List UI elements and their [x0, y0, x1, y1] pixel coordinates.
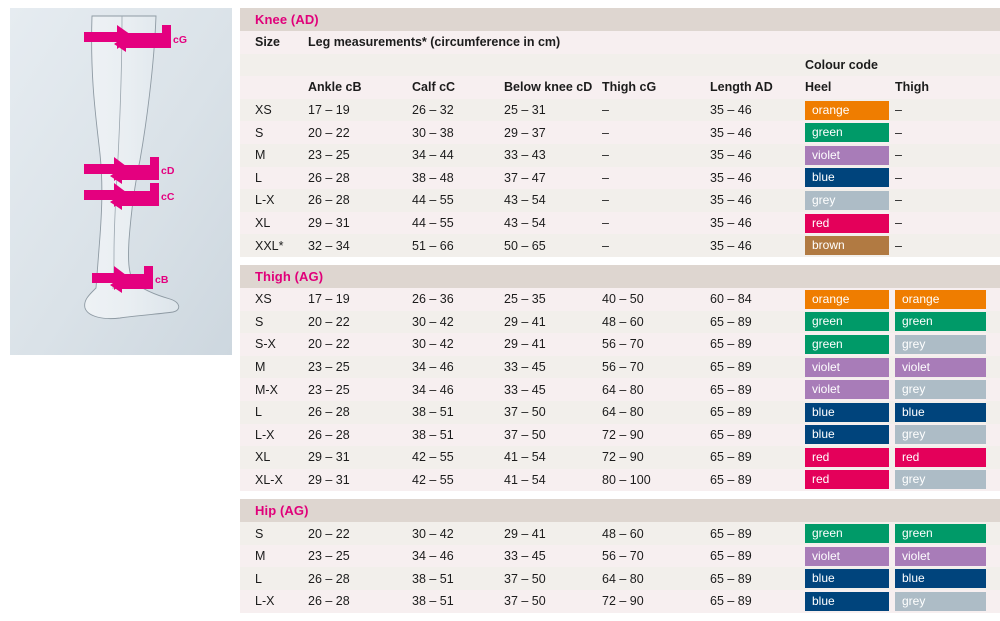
colour-swatch-violet: violet	[895, 547, 986, 566]
cell-thigh-colour	[895, 358, 990, 377]
colour-swatch-grey: grey	[895, 380, 986, 399]
cell-ankle: 26 – 28	[308, 571, 350, 586]
colour-swatch-violet: violet	[895, 358, 986, 377]
cell-size: XS	[255, 292, 272, 307]
cell-heel-colour	[805, 592, 895, 611]
table-row	[240, 545, 1000, 568]
colour-swatch-grey: grey	[895, 335, 986, 354]
table-row	[240, 99, 1000, 122]
cell-thigh-cg: 72 – 90	[602, 427, 644, 442]
cell-ankle: 32 – 34	[308, 238, 350, 253]
cell-thigh-cg: 64 – 80	[602, 405, 644, 420]
cell-size: L	[255, 405, 262, 420]
section-spacer	[240, 491, 1000, 499]
colour-swatch-grey: grey	[895, 470, 986, 489]
cell-ankle: 26 – 28	[308, 170, 350, 185]
table-row	[240, 446, 1000, 469]
cell-size: S	[255, 314, 264, 329]
cell-heel-colour	[805, 123, 895, 142]
colour-swatch-violet: violet	[805, 146, 889, 165]
cell-below-knee: 41 – 54	[504, 450, 546, 465]
cell-below-knee: 29 – 41	[504, 314, 546, 329]
cell-length: 65 – 89	[710, 427, 752, 442]
cell-length: 65 – 89	[710, 405, 752, 420]
colour-swatch-grey: grey	[895, 425, 986, 444]
cell-heel-colour	[805, 403, 895, 422]
cell-size: S	[255, 125, 264, 140]
cell-heel-colour	[805, 191, 895, 210]
cell-length: 65 – 89	[710, 337, 752, 352]
colour-swatch-green: green	[805, 123, 889, 142]
cell-size: L-X	[255, 594, 275, 609]
cell-calf: 38 – 48	[412, 170, 454, 185]
cell-thigh-cg: –	[602, 193, 609, 208]
cell-heel-colour	[805, 214, 895, 233]
cell-ankle: 29 – 31	[308, 216, 350, 231]
cell-calf: 30 – 42	[412, 526, 454, 541]
colour-swatch-red: red	[805, 470, 889, 489]
cell-ankle: 20 – 22	[308, 125, 350, 140]
cell-length: 65 – 89	[710, 382, 752, 397]
table-header-columns-row	[240, 76, 1000, 99]
cell-heel-colour	[805, 524, 895, 543]
section-spacer	[240, 257, 1000, 265]
cell-below-knee: 33 – 45	[504, 549, 546, 564]
cell-thigh-cg: –	[602, 103, 609, 118]
cell-ankle: 23 – 25	[308, 549, 350, 564]
cell-thigh-cg: 48 – 60	[602, 314, 644, 329]
cell-thigh-cg: –	[602, 148, 609, 163]
cell-below-knee: 29 – 41	[504, 526, 546, 541]
cell-thigh-colour	[895, 425, 990, 444]
colour-swatch-orange: orange	[805, 290, 889, 309]
label-cc: cC	[161, 191, 175, 203]
cell-thigh-colour	[895, 290, 990, 309]
cell-size: M	[255, 360, 266, 375]
cell-thigh-colour: –	[895, 216, 902, 231]
cell-calf: 38 – 51	[412, 571, 454, 586]
cell-length: 60 – 84	[710, 292, 752, 307]
cell-size: L-X	[255, 427, 275, 442]
cell-below-knee: 33 – 43	[504, 148, 546, 163]
colour-swatch-green: green	[805, 312, 889, 331]
colour-swatch-orange: orange	[805, 101, 889, 120]
cell-calf: 38 – 51	[412, 427, 454, 442]
cell-thigh-cg: 56 – 70	[602, 360, 644, 375]
cell-thigh-colour	[895, 380, 990, 399]
cell-size: S-X	[255, 337, 276, 352]
table-header-group-row	[240, 31, 1000, 54]
cell-heel-colour	[805, 101, 895, 120]
table-row	[240, 378, 1000, 401]
cell-thigh-cg: 64 – 80	[602, 571, 644, 586]
colour-swatch-violet: violet	[805, 358, 889, 377]
colour-swatch-grey: grey	[895, 592, 986, 611]
cell-thigh-cg: 64 – 80	[602, 382, 644, 397]
cell-below-knee: 43 – 54	[504, 193, 546, 208]
label-cb: cB	[155, 274, 169, 286]
cell-calf: 34 – 44	[412, 148, 454, 163]
cell-below-knee: 33 – 45	[504, 360, 546, 375]
cell-size: M-X	[255, 382, 278, 397]
table-row	[240, 590, 1000, 613]
cell-heel-colour	[805, 290, 895, 309]
cell-thigh-cg: –	[602, 170, 609, 185]
colour-swatch-green: green	[895, 312, 986, 331]
table-row	[240, 522, 1000, 545]
cell-calf: 51 – 66	[412, 238, 454, 253]
cell-size: L-X	[255, 193, 275, 208]
cell-calf: 26 – 36	[412, 292, 454, 307]
cell-length: 35 – 46	[710, 170, 752, 185]
cell-thigh-colour	[895, 569, 990, 588]
column-header-ankle: Ankle cB	[308, 80, 362, 95]
table-row	[240, 288, 1000, 311]
leg-measurement-diagram	[10, 8, 232, 355]
cell-size: L	[255, 170, 262, 185]
cell-heel-colour	[805, 236, 895, 255]
cell-thigh-colour: –	[895, 103, 902, 118]
size-chart-table	[240, 0, 1000, 609]
cell-ankle: 17 – 19	[308, 292, 350, 307]
cell-thigh-cg: 56 – 70	[602, 337, 644, 352]
cell-heel-colour	[805, 380, 895, 399]
cell-below-knee: 43 – 54	[504, 216, 546, 231]
cell-thigh-cg: –	[602, 125, 609, 140]
column-header-thigh: Thigh	[895, 80, 930, 95]
colour-swatch-blue: blue	[805, 425, 889, 444]
table-row	[240, 189, 1000, 212]
cell-ankle: 26 – 28	[308, 193, 350, 208]
cell-size: XL	[255, 450, 271, 465]
cell-length: 65 – 89	[710, 571, 752, 586]
table-row	[240, 167, 1000, 190]
column-group-colour: Colour code	[805, 57, 878, 72]
colour-swatch-violet: violet	[805, 547, 889, 566]
cell-size: S	[255, 526, 264, 541]
colour-swatch-blue: blue	[805, 168, 889, 187]
cell-size: XS	[255, 103, 272, 118]
cell-ankle: 17 – 19	[308, 103, 350, 118]
cell-length: 65 – 89	[710, 314, 752, 329]
cell-size: XL-X	[255, 472, 283, 487]
cell-calf: 30 – 42	[412, 314, 454, 329]
column-header-below-knee: Below knee cD	[504, 80, 593, 95]
cell-below-knee: 25 – 31	[504, 103, 546, 118]
cell-calf: 30 – 38	[412, 125, 454, 140]
cell-calf: 34 – 46	[412, 360, 454, 375]
cell-length: 65 – 89	[710, 360, 752, 375]
cell-size: M	[255, 549, 266, 564]
colour-swatch-green: green	[895, 524, 986, 543]
cell-ankle: 23 – 25	[308, 148, 350, 163]
column-header-thigh-cg: Thigh cG	[602, 80, 657, 95]
cell-below-knee: 37 – 50	[504, 594, 546, 609]
cell-heel-colour	[805, 470, 895, 489]
section-header-thigh-ag	[240, 265, 1000, 288]
cell-ankle: 20 – 22	[308, 314, 350, 329]
table-row	[240, 333, 1000, 356]
label-cg: cG	[173, 34, 188, 46]
cell-length: 35 – 46	[710, 216, 752, 231]
table-bottom-spacer	[240, 613, 1000, 621]
cell-ankle: 26 – 28	[308, 594, 350, 609]
column-header-size: Size	[255, 35, 281, 50]
cell-thigh-colour	[895, 403, 990, 422]
cell-heel-colour	[805, 168, 895, 187]
table-top-spacer	[240, 0, 1000, 8]
column-group-measurements: Leg measurements* (circumference in cm)	[308, 35, 561, 50]
cell-calf: 42 – 55	[412, 450, 454, 465]
cell-ankle: 26 – 28	[308, 427, 350, 442]
cell-thigh-colour	[895, 592, 990, 611]
cell-thigh-colour: –	[895, 125, 902, 140]
cell-length: 65 – 89	[710, 526, 752, 541]
colour-swatch-blue: blue	[805, 569, 889, 588]
cell-calf: 26 – 32	[412, 103, 454, 118]
cell-thigh-cg: 80 – 100	[602, 472, 651, 487]
cell-thigh-cg: 48 – 60	[602, 526, 644, 541]
cell-heel-colour	[805, 569, 895, 588]
colour-swatch-red: red	[805, 448, 889, 467]
cell-calf: 38 – 51	[412, 594, 454, 609]
colour-swatch-orange: orange	[895, 290, 986, 309]
cell-heel-colour	[805, 312, 895, 331]
column-header-calf: Calf cC	[412, 80, 456, 95]
cell-below-knee: 29 – 37	[504, 125, 546, 140]
cell-ankle: 29 – 31	[308, 472, 350, 487]
cell-heel-colour	[805, 547, 895, 566]
cell-thigh-cg: –	[602, 216, 609, 231]
cell-length: 35 – 46	[710, 193, 752, 208]
cell-ankle: 26 – 28	[308, 405, 350, 420]
label-cd: cD	[161, 165, 175, 177]
cell-heel-colour	[805, 358, 895, 377]
table-row	[240, 469, 1000, 492]
cell-size: XXL*	[255, 238, 284, 253]
cell-thigh-colour: –	[895, 148, 902, 163]
cell-ankle: 23 – 25	[308, 360, 350, 375]
table-row	[240, 121, 1000, 144]
cell-calf: 44 – 55	[412, 216, 454, 231]
cell-length: 35 – 46	[710, 103, 752, 118]
cell-thigh-colour	[895, 335, 990, 354]
cell-length: 35 – 46	[710, 125, 752, 140]
colour-swatch-green: green	[805, 335, 889, 354]
table-row	[240, 234, 1000, 257]
colour-swatch-red: red	[805, 214, 889, 233]
cell-length: 65 – 89	[710, 472, 752, 487]
colour-swatch-violet: violet	[805, 380, 889, 399]
cell-below-knee: 37 – 47	[504, 170, 546, 185]
cell-size: M	[255, 148, 266, 163]
cell-below-knee: 25 – 35	[504, 292, 546, 307]
table-row	[240, 424, 1000, 447]
cell-length: 65 – 89	[710, 450, 752, 465]
cell-thigh-colour	[895, 312, 990, 331]
cell-thigh-cg: –	[602, 238, 609, 253]
cell-thigh-colour	[895, 524, 990, 543]
column-header-heel: Heel	[805, 80, 832, 95]
cell-length: 65 – 89	[710, 549, 752, 564]
colour-swatch-blue: blue	[805, 403, 889, 422]
cell-below-knee: 37 – 50	[504, 571, 546, 586]
cell-calf: 38 – 51	[412, 405, 454, 420]
cell-calf: 44 – 55	[412, 193, 454, 208]
cell-heel-colour	[805, 335, 895, 354]
cell-thigh-colour: –	[895, 193, 902, 208]
table-row	[240, 311, 1000, 334]
section-header-hip-ag	[240, 499, 1000, 522]
section-title: Hip (AG)	[255, 503, 309, 519]
colour-swatch-blue: blue	[895, 569, 986, 588]
table-row	[240, 401, 1000, 424]
cell-thigh-colour: –	[895, 238, 902, 253]
section-title: Knee (AD)	[255, 12, 319, 27]
cell-thigh-cg: 56 – 70	[602, 549, 644, 564]
cell-heel-colour	[805, 448, 895, 467]
cell-heel-colour	[805, 146, 895, 165]
cell-thigh-cg: 72 – 90	[602, 594, 644, 609]
cell-heel-colour	[805, 425, 895, 444]
cell-below-knee: 50 – 65	[504, 238, 546, 253]
cell-calf: 34 – 46	[412, 382, 454, 397]
cell-ankle: 20 – 22	[308, 337, 350, 352]
cell-ankle: 20 – 22	[308, 526, 350, 541]
cell-below-knee: 37 – 50	[504, 405, 546, 420]
cell-length: 35 – 46	[710, 238, 752, 253]
section-title: Thigh (AG)	[255, 268, 324, 284]
colour-swatch-blue: blue	[895, 403, 986, 422]
cell-length: 65 – 89	[710, 594, 752, 609]
cell-below-knee: 33 – 45	[504, 382, 546, 397]
colour-swatch-grey: grey	[805, 191, 889, 210]
table-row	[240, 212, 1000, 235]
cell-thigh-cg: 72 – 90	[602, 450, 644, 465]
cell-calf: 34 – 46	[412, 549, 454, 564]
cell-length: 35 – 46	[710, 148, 752, 163]
cell-below-knee: 41 – 54	[504, 472, 546, 487]
cell-ankle: 29 – 31	[308, 450, 350, 465]
colour-swatch-blue: blue	[805, 592, 889, 611]
cell-thigh-colour	[895, 547, 990, 566]
cell-below-knee: 29 – 41	[504, 337, 546, 352]
cell-calf: 42 – 55	[412, 472, 454, 487]
section-header-knee-ad	[240, 8, 1000, 31]
column-header-length: Length AD	[710, 80, 773, 95]
cell-size: XL	[255, 216, 271, 231]
table-row	[240, 567, 1000, 590]
cell-thigh-colour	[895, 448, 990, 467]
cell-thigh-colour	[895, 470, 990, 489]
cell-thigh-cg: 40 – 50	[602, 292, 644, 307]
colour-swatch-brown: brown	[805, 236, 889, 255]
table-row	[240, 144, 1000, 167]
colour-swatch-green: green	[805, 524, 889, 543]
cell-calf: 30 – 42	[412, 337, 454, 352]
cell-thigh-colour: –	[895, 170, 902, 185]
cell-ankle: 23 – 25	[308, 382, 350, 397]
cell-size: L	[255, 571, 262, 586]
table-header-sub-row	[240, 54, 1000, 77]
table-row	[240, 356, 1000, 379]
cell-below-knee: 37 – 50	[504, 427, 546, 442]
colour-swatch-red: red	[895, 448, 986, 467]
